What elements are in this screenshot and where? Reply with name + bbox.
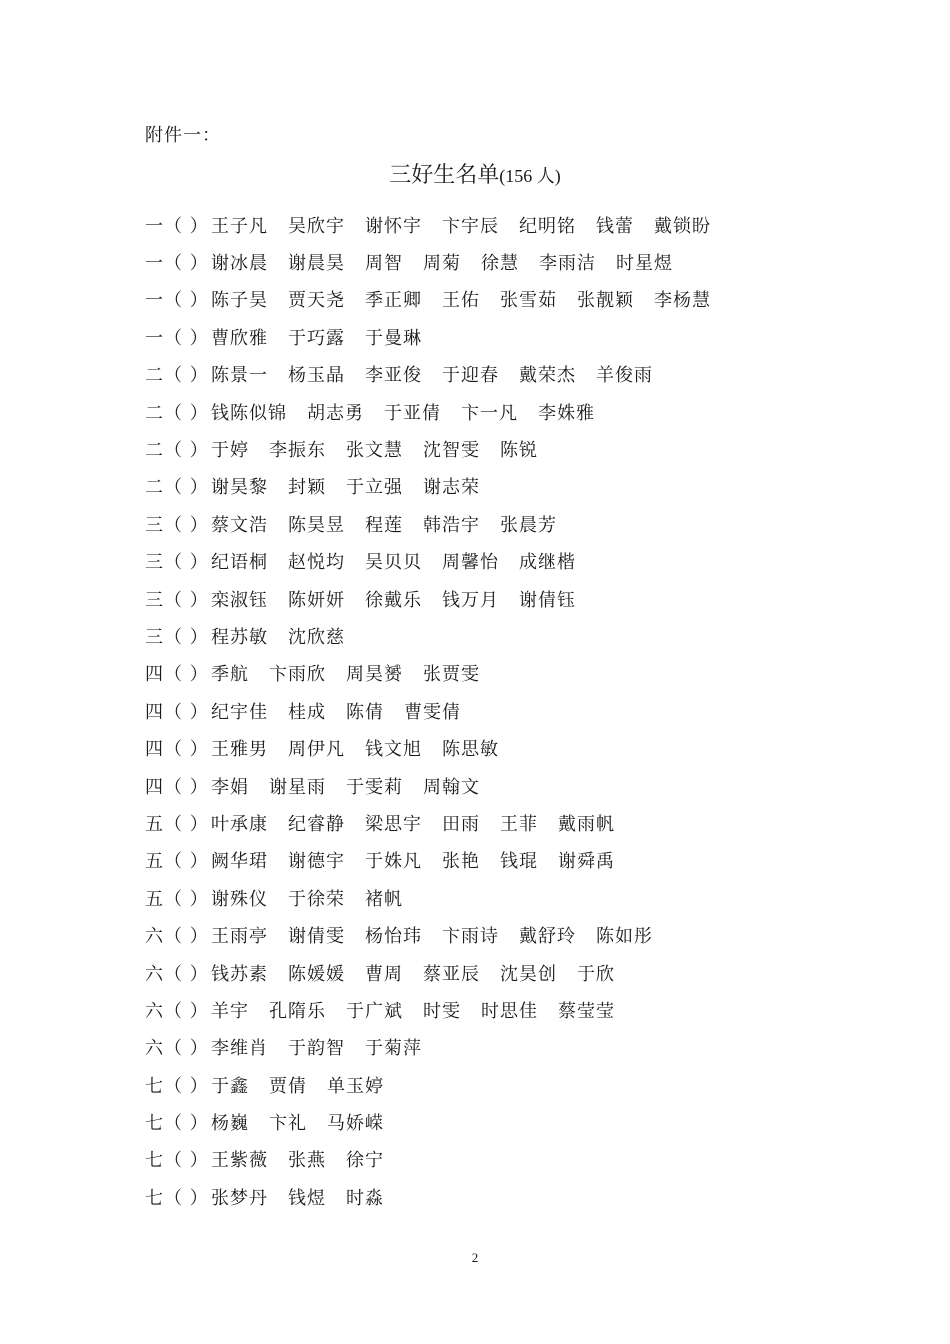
student-names [211,249,673,275]
student-names [211,473,480,499]
student-name: 张梦丹 [211,1187,268,1209]
student-name: 王雨亭 [211,926,268,948]
student-names [211,773,480,799]
student-name: 桂成 [288,701,326,723]
student-name: 陈倩 [346,701,384,723]
class-label: 六（ ） [145,926,209,948]
student-name: 钱万月 [442,589,499,611]
class-label: 七（ ） [145,1187,209,1209]
list-row [145,842,845,879]
class-label: 四（ ） [145,701,209,723]
list-row [145,767,845,804]
student-name: 李维肖 [211,1038,268,1060]
student-name: 季航 [211,664,249,686]
student-name: 谢冰晨 [211,253,268,275]
student-name: 时思佳 [481,1000,538,1022]
list-row [145,1029,845,1066]
student-name: 谢倩钰 [519,589,576,611]
student-name: 于徐荣 [288,888,345,910]
class-label: 五（ ） [145,813,209,835]
class-label: 五（ ） [145,888,209,910]
student-name: 周昊赟 [346,664,403,686]
student-name: 于迎春 [442,365,499,387]
student-name: 卞一凡 [461,402,518,424]
student-names [211,1072,384,1098]
student-names [211,1146,384,1172]
list-row [145,954,845,991]
student-name: 于立强 [346,477,403,499]
student-name: 王佑 [442,290,480,312]
student-name: 李杨慧 [654,290,711,312]
student-name: 于韵智 [288,1038,345,1060]
student-name: 王子凡 [211,215,268,237]
student-name: 谢志荣 [423,477,480,499]
student-name: 叶承康 [211,813,268,835]
student-name: 纪宇佳 [211,701,268,723]
list-row [145,804,845,841]
student-name: 陈如彤 [596,926,653,948]
list-row [145,543,845,580]
list-row [145,692,845,729]
student-name: 谢怀宇 [365,215,422,237]
student-name: 纪明铭 [519,215,576,237]
student-name: 张雪茹 [500,290,557,312]
student-names [211,361,653,387]
student-name: 钱琨 [500,851,538,873]
student-name: 于曼琳 [365,327,422,349]
student-name: 卞宇辰 [442,215,499,237]
student-name: 戴荣杰 [519,365,576,387]
student-names [211,623,345,649]
student-names [211,1184,384,1210]
list-row [145,356,845,393]
class-label: 三（ ） [145,589,209,611]
student-name: 陈妍妍 [288,589,345,611]
student-names [211,847,615,873]
class-label: 三（ ） [145,552,209,574]
class-label: 一（ ） [145,215,209,237]
class-label: 三（ ） [145,514,209,536]
class-label: 一（ ） [145,290,209,312]
student-names [211,922,653,948]
list-row [145,916,845,953]
class-label: 四（ ） [145,739,209,761]
list-row [145,879,845,916]
student-name: 纪语桐 [211,552,268,574]
student-name: 沈智雯 [423,440,480,462]
student-name: 徐戴乐 [365,589,422,611]
student-name: 周菊 [423,253,461,275]
student-name: 杨怡玮 [365,926,422,948]
student-name: 程莲 [365,514,403,536]
list-row [145,243,845,280]
student-names [211,735,499,761]
student-name: 戴雨帆 [558,813,615,835]
student-name: 周翰文 [423,776,480,798]
student-name: 李雨洁 [539,253,596,275]
student-name: 于菊萍 [365,1038,422,1060]
student-names [211,1109,384,1135]
student-names [211,698,461,724]
student-name: 羊宇 [211,1000,249,1022]
student-name: 曹周 [365,963,403,985]
student-names [211,548,576,574]
class-label: 四（ ） [145,664,209,686]
student-name: 孔隋乐 [269,1000,326,1022]
student-name: 赵悦均 [288,552,345,574]
student-name: 胡志勇 [307,402,364,424]
student-name: 成继楷 [519,552,576,574]
student-name: 徐宁 [346,1150,384,1172]
student-name: 钱煜 [288,1187,326,1209]
student-name: 马娇嵘 [327,1113,384,1135]
student-name: 蔡莹莹 [558,1000,615,1022]
class-label: 一（ ） [145,253,209,275]
attachment-label: 附件一： [145,125,221,146]
class-label: 一（ ） [145,327,209,349]
student-name: 梁思宇 [365,813,422,835]
student-name: 阙华珺 [211,851,268,873]
student-name: 田雨 [442,813,480,835]
list-row [145,468,845,505]
student-name: 程苏敏 [211,626,268,648]
student-name: 于巧露 [288,327,345,349]
student-name: 季正卿 [365,290,422,312]
student-name: 于雯莉 [346,776,403,798]
student-name: 王紫薇 [211,1150,268,1172]
student-name: 陈锐 [500,440,538,462]
student-name: 陈媛媛 [288,963,345,985]
class-label: 二（ ） [145,477,209,499]
class-label: 六（ ） [145,1038,209,1060]
student-name: 曹雯倩 [404,701,461,723]
student-name: 谢倩雯 [288,926,345,948]
student-names [211,810,615,836]
class-label: 二（ ） [145,440,209,462]
class-label: 七（ ） [145,1075,209,1097]
student-name: 王菲 [500,813,538,835]
student-name: 张燕 [288,1150,326,1172]
list-row [145,1141,845,1178]
class-label: 二（ ） [145,402,209,424]
student-name: 张靓颖 [577,290,634,312]
student-name: 卞雨欣 [269,664,326,686]
student-name: 钱文旭 [365,739,422,761]
student-names [211,324,422,350]
class-label: 六（ ） [145,963,209,985]
student-name: 卞礼 [269,1113,307,1135]
student-name: 时雯 [423,1000,461,1022]
student-name: 杨玉晶 [288,365,345,387]
list-row [145,655,845,692]
list-row [145,505,845,542]
student-name: 吴贝贝 [365,552,422,574]
student-name: 于鑫 [211,1075,249,1097]
student-name: 于广斌 [346,1000,403,1022]
student-name: 李振东 [269,440,326,462]
student-name: 周馨怡 [442,552,499,574]
student-name: 沈欣慈 [288,626,345,648]
student-names [211,1034,422,1060]
student-names [211,511,557,537]
student-name: 谢昊黎 [211,477,268,499]
student-name: 陈昊昱 [288,514,345,536]
student-names [211,399,595,425]
student-name: 于亚倩 [384,402,441,424]
class-label: 七（ ） [145,1113,209,1135]
page-number: 2 [471,1250,479,1265]
student-name: 李亚俊 [365,365,422,387]
list-row [145,281,845,318]
student-name: 纪睿静 [288,813,345,835]
student-names [211,212,711,238]
student-name: 时星煜 [616,253,673,275]
student-names [211,660,480,686]
student-name: 谢舜禹 [558,851,615,873]
student-name: 钱蕾 [596,215,634,237]
class-label: 三（ ） [145,626,209,648]
student-name: 张贾雯 [423,664,480,686]
list-row [145,318,845,355]
student-name: 李娟 [211,776,249,798]
page-title [0,158,950,189]
student-name: 封颖 [288,477,326,499]
student-name: 吴欣宇 [288,215,345,237]
student-name: 曹欣雅 [211,327,268,349]
student-name: 谢殊仪 [211,888,268,910]
student-names [211,885,403,911]
list-row [145,393,845,430]
student-name: 杨巍 [211,1113,249,1135]
title-count: (156 人) [499,166,561,186]
list-row [145,991,845,1028]
class-label: 七（ ） [145,1150,209,1172]
honor-student-list [145,206,845,1216]
student-name: 单玉婷 [327,1075,384,1097]
student-name: 陈思敏 [442,739,499,761]
student-name: 贾天尧 [288,290,345,312]
student-name: 蔡文浩 [211,514,268,536]
student-name: 钱苏素 [211,963,268,985]
student-name: 于欣 [577,963,615,985]
list-row [145,729,845,766]
student-name: 时淼 [346,1187,384,1209]
student-name: 沈昊创 [500,963,557,985]
student-name: 韩浩宇 [423,514,480,536]
class-label: 六（ ） [145,1000,209,1022]
student-name: 羊俊雨 [596,365,653,387]
list-row [145,1178,845,1215]
student-name: 戴锁盼 [654,215,711,237]
class-label: 四（ ） [145,776,209,798]
student-name: 贾倩 [269,1075,307,1097]
student-name: 栾淑钰 [211,589,268,611]
student-name: 徐慧 [481,253,519,275]
list-row [145,580,845,617]
student-name: 周伊凡 [288,739,345,761]
student-name: 戴舒玲 [519,926,576,948]
list-row [145,617,845,654]
student-names [211,960,615,986]
student-name: 张艳 [442,851,480,873]
student-names [211,586,576,612]
student-name: 谢晨昊 [288,253,345,275]
student-name: 张晨芳 [500,514,557,536]
student-name: 褚帆 [365,888,403,910]
student-names [211,997,615,1023]
list-row [145,430,845,467]
student-names [211,286,711,312]
student-name: 钱陈似锦 [211,402,287,424]
student-name: 蔡亚辰 [423,963,480,985]
list-row [145,1103,845,1140]
list-row [145,206,845,243]
student-names [211,436,538,462]
student-name: 谢星雨 [269,776,326,798]
student-name: 卞雨诗 [442,926,499,948]
student-name: 于姝凡 [365,851,422,873]
title-text: 三好生名单 [389,163,500,188]
class-label: 二（ ） [145,365,209,387]
student-name: 陈景一 [211,365,268,387]
student-name: 李姝雅 [538,402,595,424]
student-name: 谢德宇 [288,851,345,873]
class-label: 五（ ） [145,851,209,873]
list-row [145,1066,845,1103]
student-name: 陈子昊 [211,290,268,312]
student-name: 于婷 [211,440,249,462]
student-name: 王雅男 [211,739,268,761]
student-name: 周智 [365,253,403,275]
student-name: 张文慧 [346,440,403,462]
